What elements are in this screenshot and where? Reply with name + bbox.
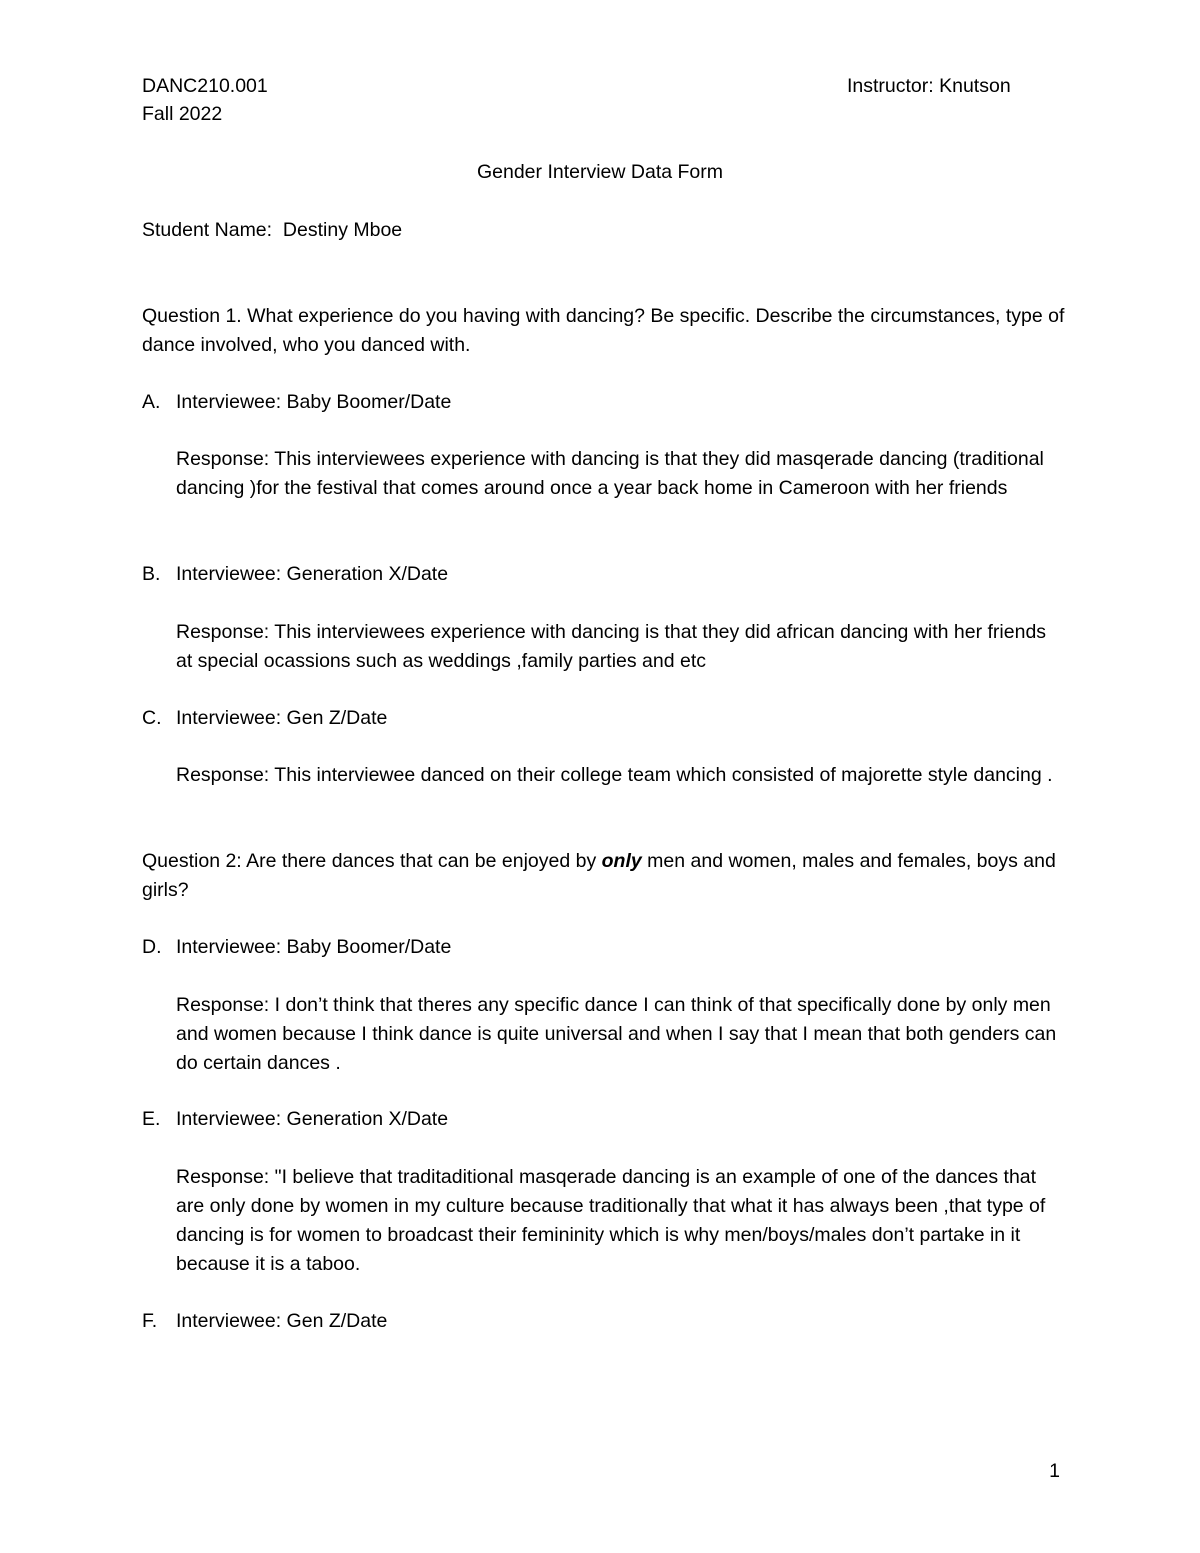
question-2-text bbox=[142, 847, 1072, 905]
interviewee-f bbox=[142, 1307, 1072, 1336]
interviewee-label: Interviewee: Gen Z/Date bbox=[176, 707, 388, 729]
interviewee-b bbox=[142, 560, 1072, 589]
interviewee-label: Interviewee: Gen Z/Date bbox=[176, 1310, 388, 1332]
student-name-label: Student Name: bbox=[142, 219, 273, 241]
item-letter: B. bbox=[142, 563, 161, 585]
instructor: Instructor: Knutson bbox=[847, 75, 1011, 97]
interviewee-e bbox=[142, 1105, 1072, 1134]
response-d: Response: I don’t think that theres any specific dance I can think of that specifically done by only men and women because I think dance is quite universal and when I say that I mean that both genders can do certain dances . bbox=[176, 994, 1057, 1074]
response-b: Response: This interviewees experience with dancing is that they did african dancing with her friends at special ocassions such as weddings ,family parties and etc bbox=[176, 621, 1047, 672]
response-a: Response: This interviewees experience with dancing is that they did masqerade dancing (traditional dancing )for the festival that comes around once a year back home in Cameroon with her friends bbox=[176, 448, 1044, 499]
interviewee-label: Interviewee: Generation X/Date bbox=[176, 563, 449, 585]
term: Fall 2022 bbox=[142, 103, 223, 125]
interviewee-a bbox=[142, 388, 1072, 417]
student-name-line bbox=[142, 216, 402, 245]
question-2-emphasis: only bbox=[601, 850, 642, 872]
form-title: Gender Interview Data Form bbox=[476, 161, 723, 183]
question-2-text-after: men and women, males and females, boys and girls? bbox=[142, 850, 1056, 901]
interviewee-label: Interviewee: Baby Boomer/Date bbox=[176, 936, 452, 958]
response-e: Response: "I believe that traditaditional masqerade dancing is an example of one of the dances that are only done by women in my culture because traditionally that what it has always been ,that type of dancing is for women to broadcast their femininity which is why men/boys/males don’t partake in it because it is a taboo. bbox=[176, 1166, 1046, 1275]
interviewee-label: Interviewee: Baby Boomer/Date bbox=[176, 391, 452, 413]
item-letter: C. bbox=[142, 707, 162, 729]
item-letter: E. bbox=[142, 1108, 161, 1130]
student-name-value: Destiny Mboe bbox=[282, 219, 403, 241]
page-number: 1 bbox=[1049, 1460, 1060, 1482]
interviewee-c bbox=[142, 704, 1072, 733]
question-1-text: Question 1. What experience do you having with dancing? Be specific. Describe the circumstances, type of dance involved, who you danced with. bbox=[142, 305, 1065, 356]
course-code: DANC210.001 bbox=[142, 75, 268, 97]
item-letter: F. bbox=[142, 1310, 158, 1332]
question-2-text-before: Question 2: Are there dances that can be enjoyed by bbox=[142, 850, 602, 872]
item-letter: A. bbox=[142, 391, 161, 413]
interviewee-d bbox=[142, 933, 1072, 962]
item-letter: D. bbox=[142, 936, 162, 958]
interviewee-label: Interviewee: Generation X/Date bbox=[176, 1108, 449, 1130]
response-c: Response: This interviewee danced on their college team which consisted of majorette style dancing . bbox=[176, 764, 1053, 786]
